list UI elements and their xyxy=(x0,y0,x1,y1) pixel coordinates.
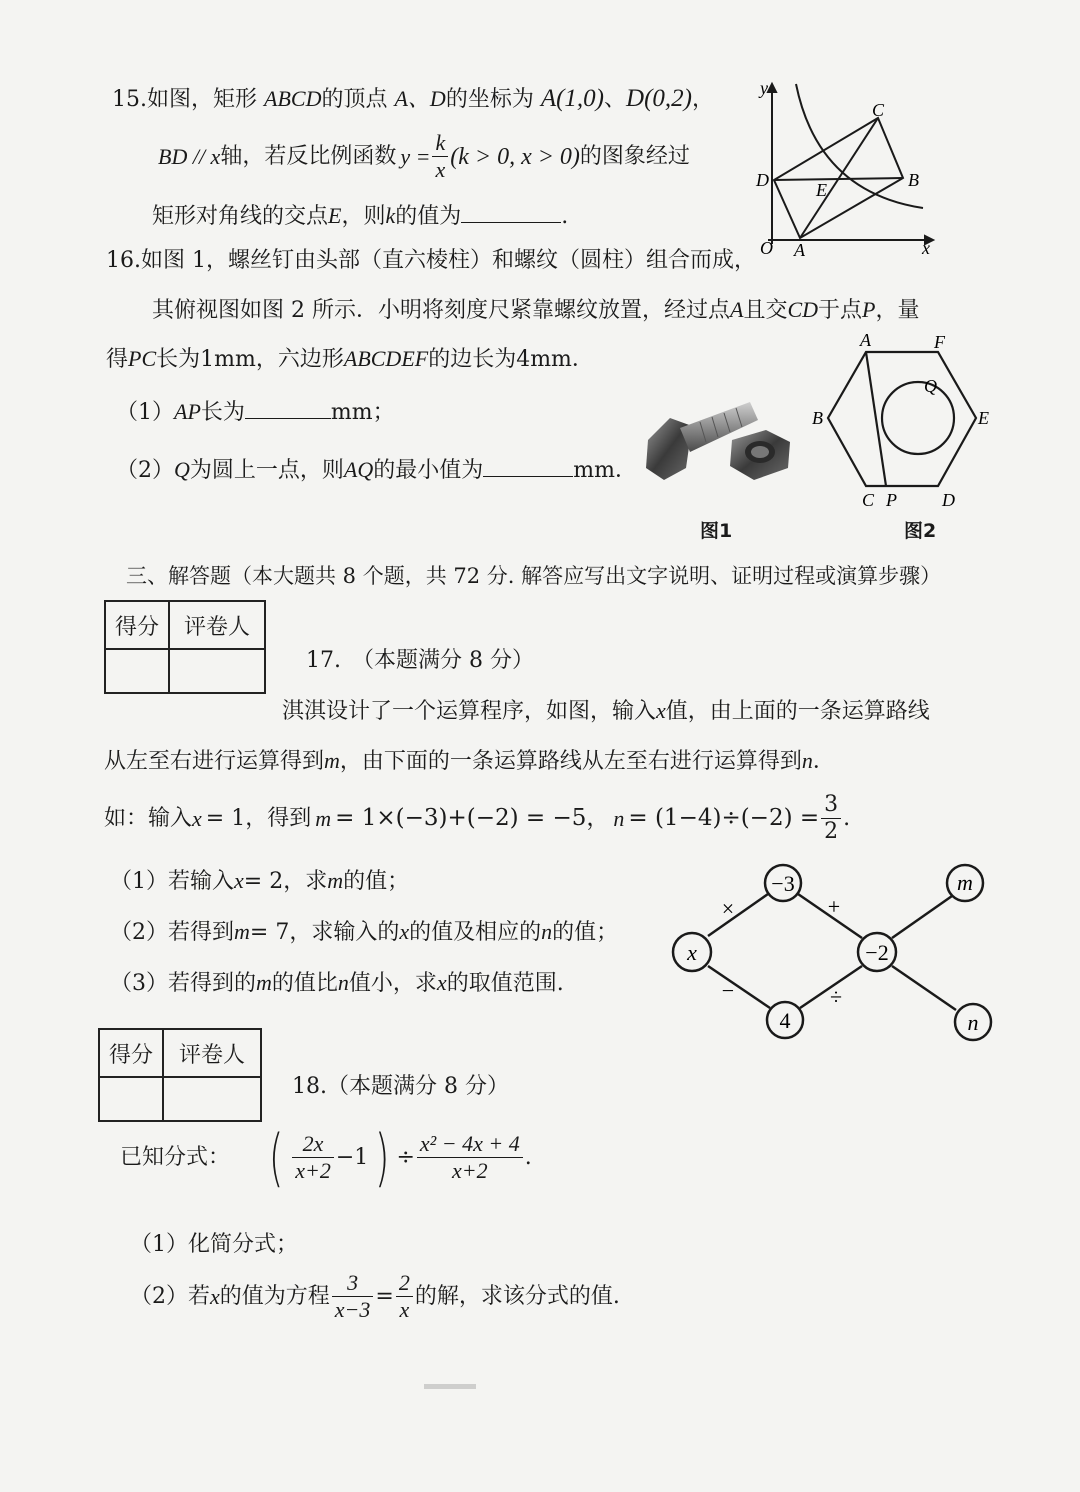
q17-example-n-calc: = (1−4)÷(−2) = xyxy=(628,805,820,831)
q17-example xyxy=(104,794,850,843)
q17-text: 的值比 xyxy=(271,971,338,996)
q17-period: . xyxy=(843,805,851,831)
q16-unit: mm． xyxy=(573,458,637,483)
q15-text: 矩形对角线的交点 xyxy=(152,204,329,229)
q15-answer-blank[interactable] xyxy=(461,202,561,223)
q15-text: 如图，矩形 xyxy=(147,87,258,112)
label-e: E xyxy=(816,180,827,200)
q17-var-m: m xyxy=(327,868,344,893)
q17-line2 xyxy=(104,750,835,773)
q17-var-m: m xyxy=(315,805,332,831)
q16-line3 xyxy=(106,348,594,371)
q15-bd-parallel: BD // x xyxy=(158,143,221,169)
node-x-label: x xyxy=(687,940,697,965)
label-c: C xyxy=(872,100,885,120)
q16-segment-ap: AP xyxy=(174,399,201,424)
grader-cell[interactable] xyxy=(163,1077,261,1121)
frac-den: x+2 xyxy=(452,1158,488,1184)
score-cell[interactable] xyxy=(105,649,169,693)
q16-text: 长为 xyxy=(200,400,245,425)
q18-expression xyxy=(120,1121,532,1194)
q17-var-n: n xyxy=(613,805,625,831)
q15-rect-name: ABCD xyxy=(264,86,322,111)
q15-text: 轴，若反比例函数 xyxy=(220,143,397,169)
q16-bolt-photo xyxy=(640,390,810,500)
q17-text: 值小，求 xyxy=(348,971,437,996)
q17-var-m: m xyxy=(324,748,340,773)
q17-part3 xyxy=(110,972,564,995)
frac-num: k xyxy=(432,132,448,157)
q18-minus-one: −1 xyxy=(335,1144,369,1170)
q15-text: 的图象经过 xyxy=(579,143,690,169)
q16-point-p: P xyxy=(862,297,876,322)
divide-operator: ÷ xyxy=(829,984,843,1009)
q15-text: 的坐标为 xyxy=(445,87,534,112)
q17-score-table xyxy=(104,600,266,694)
q17-text: = 7，求输入的 xyxy=(249,920,400,945)
q17-text: 淇淇设计了一个运算程序，如图，输入 xyxy=(282,699,657,724)
fig2-caption: 图2 xyxy=(904,520,937,542)
q17-var-x: x xyxy=(436,970,447,995)
q17-part1 xyxy=(110,870,409,893)
score-header: 得分 xyxy=(99,1029,163,1077)
frac-den: 2 xyxy=(824,819,839,844)
q16-text: 的最小值为 xyxy=(373,458,484,483)
label-d: D xyxy=(756,170,769,190)
q15-fraction xyxy=(432,132,448,181)
q17-heading: 17. （本题满分 8 分） xyxy=(306,648,534,673)
q17-var-x: x xyxy=(656,698,666,723)
q18-given-label: 已知分式： xyxy=(120,1144,231,1170)
q15-line2 xyxy=(158,132,690,181)
q16-p1-answer-blank[interactable] xyxy=(245,398,331,419)
q17-text: 的值； xyxy=(552,920,619,945)
q17-text: 的值； xyxy=(343,869,410,894)
q16-text: 且交 xyxy=(743,298,788,323)
node-neg3-label: −3 xyxy=(771,871,795,896)
q16-text: 得 xyxy=(106,347,129,372)
q17-line1 xyxy=(282,700,930,723)
q16-part1 xyxy=(116,398,395,424)
q16-part-num: （1） xyxy=(116,400,174,425)
hex-label-q: Q xyxy=(924,376,937,396)
q15-figure xyxy=(748,72,948,262)
path-neg2-to-n xyxy=(892,966,956,1010)
q17-text: （3）若得到的 xyxy=(110,971,256,996)
q18-text: 的解，求该分式的值. xyxy=(414,1283,620,1309)
path-x-to-4 xyxy=(708,966,770,1008)
q15-y-eq: y = xyxy=(400,143,431,169)
q18-eq-fraction-1 xyxy=(332,1272,374,1321)
q18-eq-fraction-2 xyxy=(396,1272,413,1321)
q17-text: 值，由上面的一条运算路线 xyxy=(665,699,930,724)
q17-text: = 1，得到 xyxy=(205,805,312,831)
frac-den: x+2 xyxy=(295,1158,331,1184)
q17-text: = 2，求 xyxy=(243,869,328,894)
q15-text: ，则 xyxy=(341,204,386,229)
score-cell[interactable] xyxy=(99,1077,163,1121)
q16-text: 的边长为4mm． xyxy=(428,347,594,372)
plus-operator: + xyxy=(827,894,841,919)
frac-num: x² − 4x + 4 xyxy=(417,1133,523,1158)
hex-label-b: B xyxy=(812,408,823,428)
hex-label-p: P xyxy=(886,490,897,510)
q17-example-fraction xyxy=(821,794,841,843)
q17-text: 从左至右进行运算得到 xyxy=(104,749,325,774)
section-3-heading: 三、解答题（本大题共 8 个题，共 72 分. 解答应写出文字说明、证明过程或演算步骤） xyxy=(126,564,942,588)
q15-coord-a: A(1,0) xyxy=(540,85,604,112)
q16-point-q: Q xyxy=(174,457,190,482)
hex-label-f: F xyxy=(934,332,945,352)
q17-var-m: m xyxy=(234,919,250,944)
label-x: x xyxy=(922,238,930,258)
q17-var-x: x xyxy=(234,868,244,893)
q16-segment-aq: AQ xyxy=(343,457,374,482)
q15-coord-d: D(0,2) xyxy=(626,85,692,112)
q17-var-x: x xyxy=(192,805,202,831)
q17-text: 的值及相应的 xyxy=(409,920,542,945)
label-b: B xyxy=(908,170,919,190)
q16-text: ，量 xyxy=(875,298,920,323)
frac-num: 3 xyxy=(821,794,841,819)
q17-text: ． xyxy=(812,749,835,774)
q18-divide: ÷ xyxy=(396,1144,415,1170)
thread-circle xyxy=(882,382,954,454)
q16-line2 xyxy=(152,299,920,322)
scan-mark xyxy=(424,1384,476,1389)
frac-den: x xyxy=(435,157,446,182)
times-operator: × xyxy=(721,896,735,921)
q16-segment-pc: PC xyxy=(128,346,157,371)
q17-var-n: n xyxy=(337,970,349,995)
q17-text: （2）若得到 xyxy=(110,920,234,945)
q17-var-m: m xyxy=(256,970,272,995)
q17-text: 的取值范围. xyxy=(446,971,564,996)
q18-period: . xyxy=(524,1144,532,1170)
q17-text: ，由下面的一条运算路线从左至右进行运算得到 xyxy=(339,749,802,774)
node-neg2-label: −2 xyxy=(865,940,889,965)
q15-k: k xyxy=(385,203,396,228)
q17-var-x: x xyxy=(399,919,410,944)
grader-cell[interactable] xyxy=(169,649,265,693)
frac-den: x−3 xyxy=(334,1297,371,1322)
q16-text: 其俯视图如图 2 所示．小明将刻度尺紧靠螺纹放置，经过点 xyxy=(152,298,730,323)
q18-fraction-1 xyxy=(292,1133,334,1182)
q17-example-m-calc: = 1×(−3)+(−2) = −5， xyxy=(335,805,610,831)
q18-var-x: x xyxy=(210,1283,220,1309)
q15-sep: 、 xyxy=(604,87,627,112)
frac-num: 2 xyxy=(396,1272,413,1297)
q18-fraction-2 xyxy=(417,1133,523,1182)
q17-text: （1）若输入 xyxy=(110,869,234,894)
label-a: A xyxy=(794,240,805,260)
q16-unit: mm； xyxy=(330,400,395,425)
q17-operation-diagram xyxy=(666,856,1006,1046)
q17-text: 如：输入 xyxy=(104,805,193,831)
q16-hexagon-figure xyxy=(808,330,998,510)
q18-part2 xyxy=(130,1272,620,1321)
q16-text: 于点 xyxy=(818,298,863,323)
q18-heading: 18.（本题满分 8 分） xyxy=(292,1074,509,1099)
frac-den: x xyxy=(399,1297,410,1322)
q16-text: 为圆上一点，则 xyxy=(189,458,344,483)
q15-point-e: E xyxy=(328,203,342,228)
q15-text: 的值为 xyxy=(395,204,462,229)
q16-segment-cd: CD xyxy=(787,297,819,322)
q15-text: 的顶点 xyxy=(321,87,388,112)
q15-comma: ， xyxy=(691,87,714,112)
frac-num: 2x xyxy=(292,1133,334,1158)
q15-line3 xyxy=(152,202,568,228)
hex-label-d: D xyxy=(942,490,955,510)
q18-equals: = xyxy=(375,1283,394,1309)
q17-var-n: n xyxy=(541,919,553,944)
hex-label-c: C xyxy=(862,490,875,510)
score-header: 得分 xyxy=(105,601,169,649)
q18-score-table xyxy=(98,1028,262,1122)
minus-operator: − xyxy=(721,978,735,1003)
q16-p2-answer-blank[interactable] xyxy=(483,456,573,477)
label-y: y xyxy=(760,78,768,98)
q15-condition: (k > 0, x > 0) xyxy=(450,143,580,170)
q18-part1: （1）化简分式； xyxy=(130,1232,298,1257)
q16-point-a: A xyxy=(730,297,744,322)
frac-num: 3 xyxy=(332,1272,374,1297)
q15-period: . xyxy=(561,204,569,229)
q17-var-n: n xyxy=(801,748,813,773)
q16-part-num: （2） xyxy=(116,458,174,483)
q16-line1: 16.如图 1，螺丝钉由头部（直六棱柱）和螺纹（圆柱）组合而成， xyxy=(106,248,756,273)
grader-header: 评卷人 xyxy=(163,1029,261,1077)
q16-part2 xyxy=(116,456,637,482)
y-axis-arrow xyxy=(768,84,776,92)
q15-points: A、D xyxy=(394,86,446,111)
label-o: O xyxy=(760,238,773,258)
path-x-to-neg3 xyxy=(708,894,768,936)
q17-part2 xyxy=(110,921,618,944)
node-4-label: 4 xyxy=(779,1008,791,1033)
q15-line1 xyxy=(112,86,714,111)
q18-paren-open: ( xyxy=(268,1121,284,1194)
path-neg2-to-m xyxy=(892,896,952,938)
q16-hexagon-name: ABCDEF xyxy=(343,346,429,371)
node-m-label: m xyxy=(957,870,973,895)
hex-label-e: E xyxy=(978,408,989,428)
q18-text: （2）若 xyxy=(130,1283,210,1309)
q16-text: 长为1mm，六边形 xyxy=(156,347,344,372)
q18-text: 的值为方程 xyxy=(219,1283,330,1309)
grader-header: 评卷人 xyxy=(169,601,265,649)
fig1-caption: 图1 xyxy=(700,520,733,542)
q15-number: 15. xyxy=(112,87,147,112)
hex-label-a: A xyxy=(860,330,871,350)
q18-paren-close: ) xyxy=(375,1121,390,1194)
node-n-label: n xyxy=(967,1010,979,1035)
